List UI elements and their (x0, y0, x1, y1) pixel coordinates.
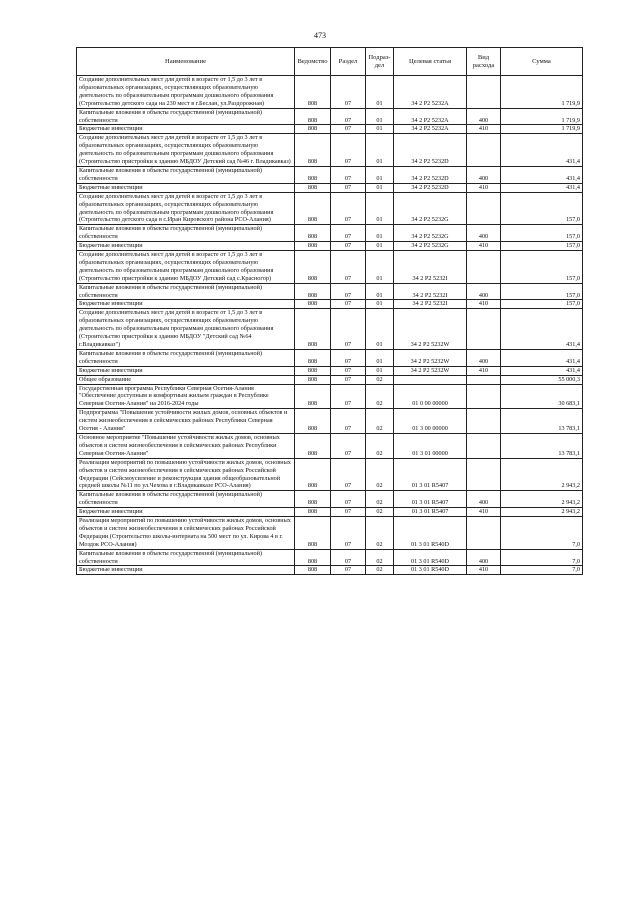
table-row (77, 242, 583, 251)
page-number: 473 (314, 31, 326, 40)
cell-target: 34 2 P2 5232D (394, 134, 467, 167)
cell-name: Капитальные вложения в объекты государственной (муниципальной) собственности (77, 166, 295, 183)
cell-podrazd: 01 (366, 166, 394, 183)
cell-target: 34 2 P2 5232A (394, 76, 467, 109)
cell-ved: 808 (295, 283, 331, 300)
cell-vid: 410 (467, 125, 501, 134)
cell-target: 34 2 P2 5232W (394, 366, 467, 375)
cell-sum: 157,0 (501, 225, 583, 242)
cell-ved: 808 (295, 375, 331, 384)
cell-name: Реализация мероприятий по повышению устойчивости жилых домов, основных объектов и систем жизнеобеспечения в сейсмических районах Российской Федерации (Строительство школы-интерната на 500 мест по ул. Кирова 4 в г. Моздок РСО-Алания) (77, 517, 295, 550)
cell-vid (467, 134, 501, 167)
table-row (77, 283, 583, 300)
cell-sum: 157,0 (501, 192, 583, 225)
cell-name: Капитальные вложения в объекты государственной (муниципальной) собственности (77, 491, 295, 508)
table-header-row (77, 48, 583, 76)
cell-ved: 808 (295, 384, 331, 409)
cell-vid (467, 458, 501, 491)
cell-razd: 07 (331, 375, 366, 384)
cell-podrazd: 01 (366, 125, 394, 134)
cell-vid: 410 (467, 366, 501, 375)
cell-razd: 07 (331, 491, 366, 508)
table-row (77, 366, 583, 375)
cell-ved: 808 (295, 242, 331, 251)
cell-name: Подпрограмма "Повышение устойчивости жилых домов, основных объектов и систем жизнеобеспечения в сейсмических районах Республики Северная Осетия - Алания" (77, 409, 295, 434)
cell-razd: 07 (331, 242, 366, 251)
table-body (77, 76, 583, 575)
cell-name: Бюджетные инвестиции (77, 566, 295, 575)
cell-target: 34 2 P2 5232I (394, 283, 467, 300)
cell-razd: 07 (331, 508, 366, 517)
cell-vid: 410 (467, 566, 501, 575)
table-row (77, 192, 583, 225)
table-row (77, 225, 583, 242)
header-sum: Сумма (501, 48, 583, 76)
cell-ved: 808 (295, 225, 331, 242)
table-row (77, 549, 583, 566)
cell-ved: 808 (295, 125, 331, 134)
cell-podrazd: 01 (366, 309, 394, 350)
cell-target: 34 2 P2 5232I (394, 300, 467, 309)
cell-target: 01 3 01 R5407 (394, 491, 467, 508)
table-row (77, 183, 583, 192)
cell-razd: 07 (331, 166, 366, 183)
cell-vid: 410 (467, 508, 501, 517)
cell-razd: 07 (331, 283, 366, 300)
cell-name: Капитальные вложения в объекты государственной (муниципальной) собственности (77, 108, 295, 125)
table-row (77, 409, 583, 434)
cell-name: Капитальные вложения в объекты государственной (муниципальной) собственности (77, 283, 295, 300)
cell-sum: 30 683,1 (501, 384, 583, 409)
cell-razd: 07 (331, 192, 366, 225)
table-row (77, 251, 583, 284)
cell-vid (467, 517, 501, 550)
cell-target: 34 2 P2 5232A (394, 125, 467, 134)
cell-podrazd: 02 (366, 375, 394, 384)
cell-podrazd: 01 (366, 192, 394, 225)
cell-ved: 808 (295, 549, 331, 566)
cell-podrazd: 01 (366, 300, 394, 309)
cell-ved: 808 (295, 433, 331, 458)
cell-razd: 07 (331, 549, 366, 566)
cell-name: Бюджетные инвестиции (77, 300, 295, 309)
cell-target: 34 2 P2 5232W (394, 309, 467, 350)
cell-razd: 07 (331, 309, 366, 350)
cell-vid (467, 384, 501, 409)
header-name: Наименование (77, 48, 295, 76)
cell-ved: 808 (295, 300, 331, 309)
cell-target: 34 2 P2 5232G (394, 192, 467, 225)
table-row (77, 309, 583, 350)
cell-name: Реализация мероприятий по повышению устойчивости жилых домов, основных объектов и систем жизнеобеспечения в сейсмических районах Российской Федерации (Сейсмоусиление и реконструкция здания общеобразовательной средней школы №11 по ул.Чехова в г.Владикавказе РСО-Алания) (77, 458, 295, 491)
cell-sum: 431,4 (501, 134, 583, 167)
table-row (77, 458, 583, 491)
cell-podrazd: 01 (366, 349, 394, 366)
cell-podrazd: 01 (366, 242, 394, 251)
cell-ved: 808 (295, 76, 331, 109)
cell-sum: 7,0 (501, 517, 583, 550)
cell-podrazd: 02 (366, 458, 394, 491)
table-row (77, 491, 583, 508)
header-target: Целевая статья (394, 48, 467, 76)
cell-razd: 07 (331, 566, 366, 575)
cell-vid (467, 76, 501, 109)
cell-name: Создание дополнительных мест для детей в возрасте от 1,5 до 3 лет в образовательных организациях, осуществляющих образовательную деятельность по образовательным программам дошкольного образования (Строительство детского сада на 230 мест в г.Беслан, ул.Раздорожная) (77, 76, 295, 109)
cell-razd: 07 (331, 300, 366, 309)
cell-target: 01 3 01 R5407 (394, 508, 467, 517)
cell-podrazd: 01 (366, 225, 394, 242)
cell-razd: 07 (331, 366, 366, 375)
cell-target: 01 3 01 00000 (394, 433, 467, 458)
cell-target: 01 3 00 00000 (394, 409, 467, 434)
cell-ved: 808 (295, 491, 331, 508)
cell-target: 01 3 01 R540D (394, 549, 467, 566)
cell-target: 01 0 00 00000 (394, 384, 467, 409)
cell-name: Основное мероприятие "Повышение устойчивости жилых домов, основных объектов и систем жизнеобеспечения в сейсмических районах Республики Северная Осетия-Алания" (77, 433, 295, 458)
cell-name: Общее образование (77, 375, 295, 384)
cell-sum: 157,0 (501, 251, 583, 284)
cell-podrazd: 01 (366, 366, 394, 375)
cell-razd: 07 (331, 251, 366, 284)
cell-razd: 07 (331, 433, 366, 458)
cell-ved: 808 (295, 134, 331, 167)
cell-name: Создание дополнительных мест для детей в возрасте от 1,5 до 3 лет в образовательных организациях, осуществляющих образовательную деятельность по образовательным программам дошкольного образования (Строительство пристройки к зданию МБДОУ Детский сад №46 г. Владикавказ) (77, 134, 295, 167)
cell-razd: 07 (331, 108, 366, 125)
cell-name: Бюджетные инвестиции (77, 125, 295, 134)
header-podrazd: Подраз- дел (366, 48, 394, 76)
cell-target (394, 375, 467, 384)
cell-podrazd: 01 (366, 283, 394, 300)
cell-vid: 400 (467, 108, 501, 125)
cell-sum: 13 783,1 (501, 409, 583, 434)
cell-target: 34 2 P2 5232I (394, 251, 467, 284)
cell-name: Бюджетные инвестиции (77, 183, 295, 192)
table-row (77, 384, 583, 409)
cell-sum: 431,4 (501, 366, 583, 375)
cell-razd: 07 (331, 458, 366, 491)
cell-target: 34 2 P2 5232D (394, 166, 467, 183)
cell-razd: 07 (331, 409, 366, 434)
cell-vid: 400 (467, 549, 501, 566)
cell-vid (467, 192, 501, 225)
cell-name: Бюджетные инвестиции (77, 508, 295, 517)
cell-ved: 808 (295, 251, 331, 284)
cell-vid: 410 (467, 183, 501, 192)
cell-sum: 157,0 (501, 300, 583, 309)
cell-name: Капитальные вложения в объекты государственной (муниципальной) собственности (77, 225, 295, 242)
cell-ved: 808 (295, 309, 331, 350)
table-row (77, 517, 583, 550)
cell-podrazd: 02 (366, 508, 394, 517)
cell-sum: 431,4 (501, 166, 583, 183)
cell-razd: 07 (331, 517, 366, 550)
cell-sum: 157,0 (501, 242, 583, 251)
table-row (77, 300, 583, 309)
cell-vid: 400 (467, 225, 501, 242)
cell-razd: 07 (331, 349, 366, 366)
table-row (77, 108, 583, 125)
cell-target: 34 2 P2 5232G (394, 242, 467, 251)
cell-sum: 7,0 (501, 566, 583, 575)
cell-target: 01 3 01 R5407 (394, 458, 467, 491)
cell-sum: 1 719,9 (501, 125, 583, 134)
cell-sum: 2 943,2 (501, 491, 583, 508)
cell-name: Создание дополнительных мест для детей в возрасте от 1,5 до 3 лет в образовательных организациях, осуществляющих образовательную деятельность по образовательным программам дошкольного образования (Строительство пристройки к зданию МБДОУ Детский сад с.Красногор) (77, 251, 295, 284)
cell-ved: 808 (295, 409, 331, 434)
cell-sum: 157,0 (501, 283, 583, 300)
table-row (77, 433, 583, 458)
cell-vid: 400 (467, 491, 501, 508)
cell-podrazd: 02 (366, 517, 394, 550)
header-razd: Раздел (331, 48, 366, 76)
cell-ved: 808 (295, 566, 331, 575)
cell-target: 01 3 01 R540D (394, 517, 467, 550)
cell-razd: 07 (331, 125, 366, 134)
cell-sum: 2 943,2 (501, 508, 583, 517)
cell-podrazd: 02 (366, 409, 394, 434)
cell-razd: 07 (331, 134, 366, 167)
table-row (77, 166, 583, 183)
cell-name: Создание дополнительных мест для детей в возрасте от 1,5 до 3 лет в образовательных организациях, осуществляющих образовательную деятельность по образовательным программам дошкольного образования (Строительство детского сада в с.Иран Кировского района РСО-Алания) (77, 192, 295, 225)
cell-ved: 808 (295, 192, 331, 225)
table-row (77, 349, 583, 366)
cell-name: Бюджетные инвестиции (77, 366, 295, 375)
cell-sum: 1 719,9 (501, 76, 583, 109)
cell-name: Капитальные вложения в объекты государственной (муниципальной) собственности (77, 549, 295, 566)
cell-target: 34 2 P2 5232W (394, 349, 467, 366)
table-row (77, 134, 583, 167)
cell-sum: 2 943,2 (501, 458, 583, 491)
cell-podrazd: 02 (366, 549, 394, 566)
cell-sum: 431,4 (501, 183, 583, 192)
cell-vid (467, 251, 501, 284)
cell-razd: 07 (331, 225, 366, 242)
cell-name: Бюджетные инвестиции (77, 242, 295, 251)
cell-podrazd: 01 (366, 183, 394, 192)
cell-ved: 808 (295, 349, 331, 366)
cell-ved: 808 (295, 458, 331, 491)
cell-target: 34 2 P2 5232G (394, 225, 467, 242)
cell-podrazd: 01 (366, 108, 394, 125)
cell-name: Государственная программа Республики Северная Осетия-Алания "Обеспечение доступным и комфортным жильем граждан в Республике Северная Осетия-Алания" на 2016-2024 годы (77, 384, 295, 409)
cell-target: 01 3 01 R540D (394, 566, 467, 575)
cell-vid: 410 (467, 242, 501, 251)
cell-target: 34 2 P2 5232D (394, 183, 467, 192)
cell-razd: 07 (331, 183, 366, 192)
cell-razd: 07 (331, 384, 366, 409)
cell-ved: 808 (295, 183, 331, 192)
cell-podrazd: 01 (366, 251, 394, 284)
cell-sum: 1 719,9 (501, 108, 583, 125)
cell-podrazd: 01 (366, 134, 394, 167)
header-vid: Вид расхода (467, 48, 501, 76)
cell-target: 34 2 P2 5232A (394, 108, 467, 125)
cell-razd: 07 (331, 76, 366, 109)
cell-podrazd: 02 (366, 566, 394, 575)
cell-vid (467, 309, 501, 350)
cell-podrazd: 02 (366, 491, 394, 508)
cell-vid: 400 (467, 283, 501, 300)
cell-name: Капитальные вложения в объекты государственной (муниципальной) собственности (77, 349, 295, 366)
cell-ved: 808 (295, 166, 331, 183)
cell-ved: 808 (295, 108, 331, 125)
table-row (77, 125, 583, 134)
cell-ved: 808 (295, 508, 331, 517)
cell-podrazd: 02 (366, 384, 394, 409)
header-ved: Ведомство (295, 48, 331, 76)
cell-vid: 400 (467, 166, 501, 183)
cell-vid (467, 409, 501, 434)
cell-ved: 808 (295, 517, 331, 550)
budget-table (76, 47, 583, 575)
cell-sum: 55 000,3 (501, 375, 583, 384)
cell-podrazd: 01 (366, 76, 394, 109)
cell-vid: 400 (467, 349, 501, 366)
table-row (77, 375, 583, 384)
cell-vid: 410 (467, 300, 501, 309)
cell-sum: 13 783,1 (501, 433, 583, 458)
cell-sum: 431,4 (501, 309, 583, 350)
cell-ved: 808 (295, 366, 331, 375)
table-row (77, 566, 583, 575)
cell-vid (467, 375, 501, 384)
table-row (77, 76, 583, 109)
cell-vid (467, 433, 501, 458)
cell-sum: 7,0 (501, 549, 583, 566)
table-row (77, 508, 583, 517)
cell-podrazd: 02 (366, 433, 394, 458)
cell-sum: 431,4 (501, 349, 583, 366)
cell-name: Создание дополнительных мест для детей в возрасте от 1,5 до 3 лет в образовательных организациях, осуществляющих образовательную деятельность по образовательным программам дошкольного образования (Строительство пристройки к зданию МБДОУ "Детский сад №64 г.Владикавказ") (77, 309, 295, 350)
